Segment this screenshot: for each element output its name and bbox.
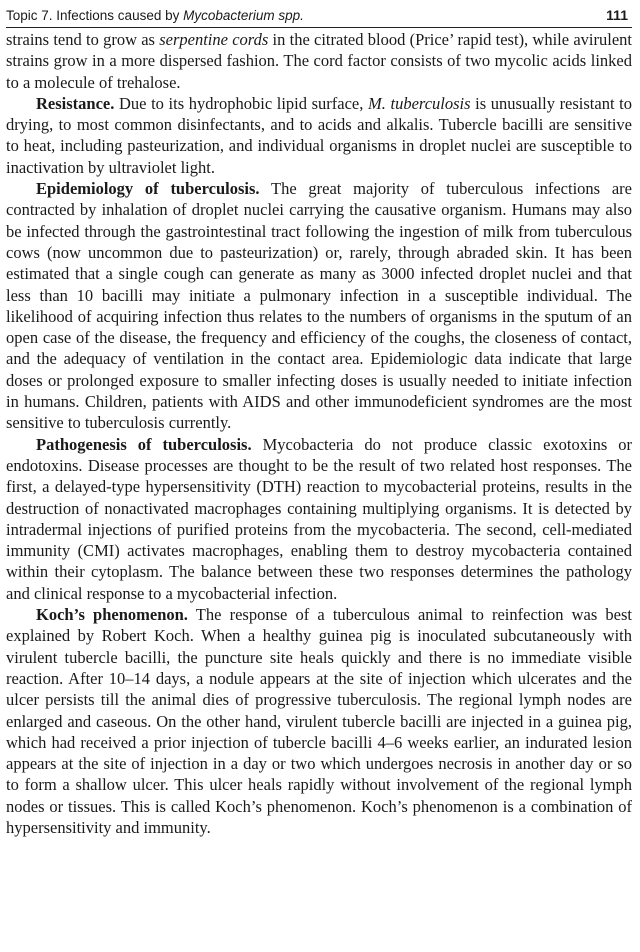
paragraph-continuation: [6, 29, 632, 93]
epidemiology-text: The great majority of tuberculous infections are contracted by inhalation of droplet nuclei carrying the causative organism. Humans may also be infected through the gastrointestinal tract following the ingestion of milk from tuberculous cows (now uncommon due to pasteurization) or, rarely, through abraded skin. It has been estimated that a single cough can generate as many as 3000 infected droplet nuclei and that less than 10 bacilli may initiate a pulmonary infection in a susceptible individual. The likelihood of acquiring infection thus relates to the numbers of organisms in the sputum of an open case of the disease, the frequency and efficiency of the coughs, the closeness of contact, and the adequacy of ventilation in the contact area. Epidemiologic data indicate that large doses or prolonged exposure to smaller infecting doses is usually needed to initiate infection in humans. Children, patients with AIDS and other immunodeficient syndromes are the most sensitive to tuberculosis currently.: [6, 179, 632, 433]
pathogenesis-heading: Pathogenesis of tuberculosis.: [36, 434, 252, 454]
p0-italic: serpentine cords: [159, 30, 269, 49]
koch-heading: Koch’s phenomenon.: [36, 605, 188, 625]
paragraph-resistance: [6, 93, 632, 178]
resistance-text-2: is unusually resistant to drying, to most common disinfectants, and to acids and alkalis. Tubercle bacilli are sensitive to heat, including pasteurization, and individual organisms in droplet nuclei are susceptible to inactivation by ultraviolet light.: [6, 93, 632, 177]
running-header: [6, 5, 632, 28]
p0-text-2: in the citrated blood (Price’ rapid test), while avirulent strains grow in a more dispersed fashion. The cord factor consists of two mycolic acids linked to a molecule of trehalose.: [6, 30, 632, 92]
koch-text: The response of a tuberculous animal to reinfection was best explained by Robert Koch. When a healthy guinea pig is inoculated subcutaneously with virulent tubercle bacilli, the puncture site heals quickly and there is no immediate visible reaction. After 10–14 days, a nodule appears at the site of injection which ulcerates and the ulcer persists till the animal dies of progressive tuberculosis. The regional lymph nodes are enlarged and caseous. On the other hand, virulent tubercle bacilli are injected in a guinea pig, which had received a prior injection of tubercle bacilli 4–6 weeks earlier, an indurated lesion appears at the site of injection in a day or two which undergoes necrosis in another day or so to form a shallow ulcer. This ulcer heals rapidly without involvement of the regional lymph nodes or tissues. This is called Koch’s phenomenon. Koch’s phenomenon is a combination of hypersensitivity and immunity.: [6, 605, 632, 837]
epidemiology-heading: Epidemiology of tuberculosis.: [36, 179, 260, 199]
running-header-topic: [6, 8, 304, 23]
paragraph-epidemiology: [6, 178, 632, 434]
paragraph-koch: [6, 604, 632, 838]
topic-italic: Mycobacterium spp.: [183, 8, 304, 23]
pathogenesis-text: Mycobacteria do not produce classic exotoxins or endotoxins. Disease processes are thought to be the result of two related host responses. The first, a delayed-type hypersensitivity (DTH) reaction to mycobacterial proteins, results in the destruction of nonactivated macrophages containing multiplying organisms. It is detected by intradermal injections of purified proteins from the mycobacteria. The second, cell-mediated immunity (CMI) activates macrophages, enabling them to destroy mycobacteria contained within their cytoplasm. The balance between these two responses determines the pathology and clinical response to a mycobacterial infection.: [6, 434, 632, 603]
topic-prefix: Topic 7. Infections caused by: [6, 8, 184, 23]
resistance-heading: Resistance.: [36, 93, 115, 113]
page-number: 111: [606, 7, 628, 23]
paragraph-pathogenesis: [6, 434, 632, 604]
p0-text-1: strains tend to grow as: [6, 30, 160, 49]
body-text: [6, 29, 632, 838]
resistance-italic: M. tuberculosis: [368, 93, 471, 113]
resistance-text-1: Due to its hydrophobic lipid surface,: [114, 93, 368, 113]
